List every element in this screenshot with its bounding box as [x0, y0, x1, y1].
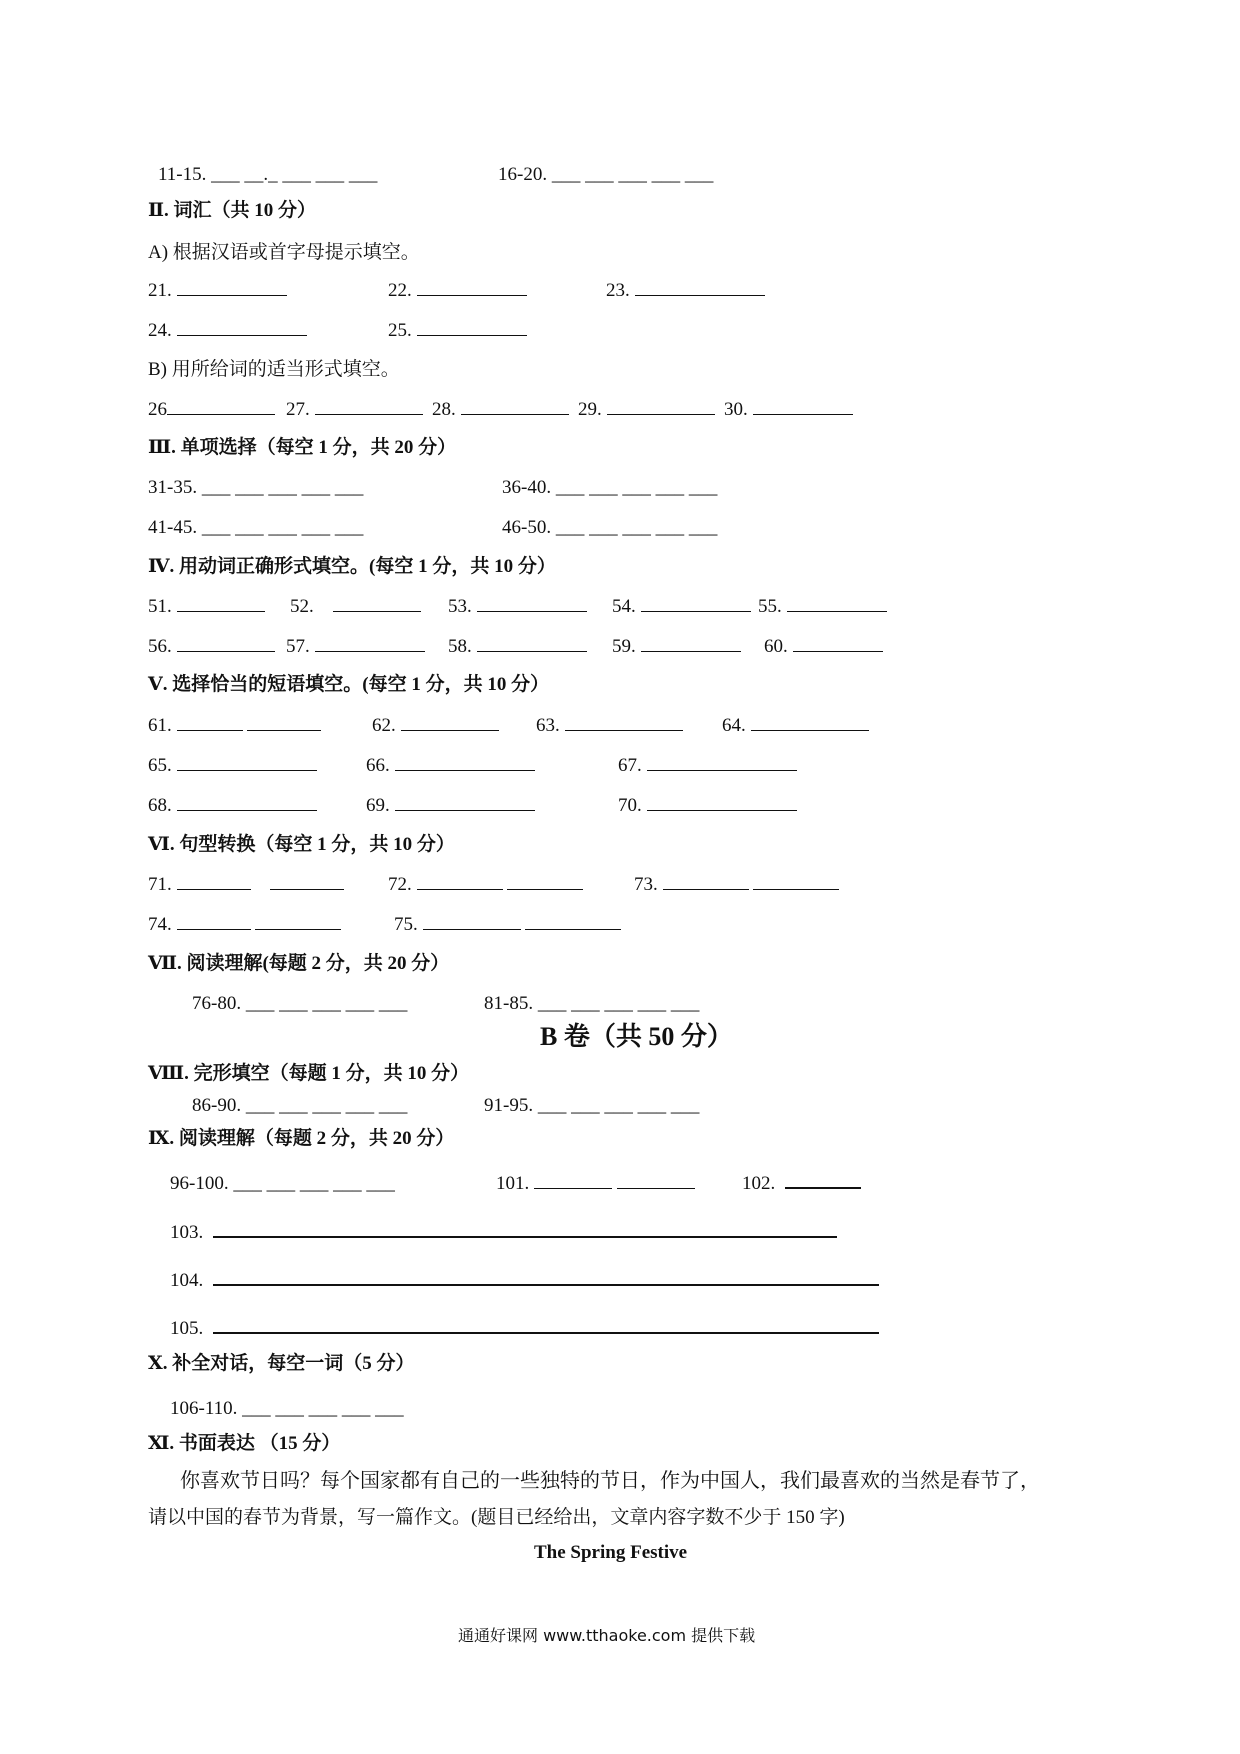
- blank-57: 57.: [286, 637, 425, 656]
- answer-row-16-20: 16-20. ___ ___ ___ ___ ___: [498, 164, 714, 185]
- blank-102: 102.: [742, 1174, 861, 1193]
- part-b-title: B 卷（共 50 分）: [540, 1022, 733, 1051]
- blank-65: 65.: [148, 756, 317, 775]
- section-6-heading: Ⅵ. 句型转换（每空 1 分，共 10 分）: [148, 834, 455, 855]
- blank-61: 61.: [148, 716, 321, 735]
- section-2b-instruction: B) 用所给词的适当形式填空。: [148, 359, 400, 380]
- blank-72: 72.: [388, 875, 583, 894]
- section-10-heading: Ⅹ. 补全对话，每空一词（5 分）: [148, 1353, 415, 1374]
- answer-row-41-45: 41-45. ___ ___ ___ ___ ___: [148, 517, 364, 538]
- blank-58: 58.: [448, 637, 587, 656]
- blank-101: 101.: [496, 1174, 695, 1193]
- blank-70: 70.: [618, 796, 797, 815]
- answer-row-96-100: 96-100. ___ ___ ___ ___ ___: [170, 1173, 395, 1194]
- blank-104: 104.: [170, 1271, 879, 1290]
- answer-row-81-85: 81-85. ___ ___ ___ ___ ___: [484, 993, 700, 1014]
- blank-71: 71.: [148, 875, 344, 894]
- blank-27: 27.: [286, 400, 423, 419]
- blank-30: 30.: [724, 400, 853, 419]
- section-7-heading: Ⅶ. 阅读理解(每题 2 分，共 20 分）: [148, 953, 450, 974]
- blank-23: 23.: [606, 281, 765, 300]
- section-11-heading: Ⅺ. 书面表达 （15 分）: [148, 1433, 341, 1454]
- blank-74: 74.: [148, 915, 341, 934]
- blank-63: 63.: [536, 716, 683, 735]
- blank-54: 54.: [612, 597, 751, 616]
- blank-26: 26: [148, 400, 275, 419]
- blank-60: 60.: [764, 637, 883, 656]
- blank-62: 62.: [372, 716, 499, 735]
- blank-73: 73.: [634, 875, 839, 894]
- answer-row-76-80: 76-80. ___ ___ ___ ___ ___: [192, 993, 408, 1014]
- blank-66: 66.: [366, 756, 535, 775]
- section-9-heading: Ⅸ. 阅读理解（每题 2 分，共 20 分）: [148, 1128, 455, 1149]
- blank-56: 56.: [148, 637, 275, 656]
- answer-row-106-110: 106-110. ___ ___ ___ ___ ___: [170, 1398, 404, 1419]
- blank-59: 59.: [612, 637, 741, 656]
- section-3-heading: Ⅲ. 单项选择（每空 1 分，共 20 分）: [148, 437, 457, 458]
- blank-68: 68.: [148, 796, 317, 815]
- blank-69: 69.: [366, 796, 535, 815]
- blank-21: 21.: [148, 281, 287, 300]
- blank-29: 29.: [578, 400, 715, 419]
- section-2-heading: Ⅱ. 词汇（共 10 分）: [148, 200, 317, 221]
- blank-22: 22.: [388, 281, 527, 300]
- essay-title: The Spring Festive: [534, 1542, 688, 1563]
- blank-75: 75.: [394, 915, 621, 934]
- answer-row-36-40: 36-40. ___ ___ ___ ___ ___: [502, 477, 718, 498]
- page-footer: 通通好课网 www.tthaoke.com 提供下载: [458, 1626, 756, 1645]
- section-2a-instruction: A) 根据汉语或首字母提示填空。: [148, 242, 420, 263]
- blank-28: 28.: [432, 400, 569, 419]
- blank-51: 51.: [148, 597, 265, 616]
- blank-105: 105.: [170, 1319, 879, 1338]
- answer-row-31-35: 31-35. ___ ___ ___ ___ ___: [148, 477, 364, 498]
- blank-64: 64.: [722, 716, 869, 735]
- writing-prompt-line-2: 请以中国的春节为背景，写一篇作文。(题目已经给出，文章内容字数不少于 150 字): [148, 1507, 845, 1528]
- answer-row-11-15: 11-15. ___ __._ ___ ___ ___: [158, 164, 378, 185]
- answer-row-46-50: 46-50. ___ ___ ___ ___ ___: [502, 517, 718, 538]
- section-4-heading: Ⅳ. 用动词正确形式填空。(每空 1 分，共 10 分）: [148, 556, 556, 577]
- answer-row-86-90: 86-90. ___ ___ ___ ___ ___: [192, 1095, 408, 1116]
- blank-52: 52.: [290, 597, 421, 616]
- blank-103: 103.: [170, 1223, 837, 1242]
- blank-25: 25.: [388, 321, 527, 340]
- blank-53: 53.: [448, 597, 587, 616]
- writing-prompt-line-1: 你喜欢节日吗？每个国家都有自己的一些独特的节日，作为中国人，我们最喜欢的当然是春节了，: [180, 1470, 1040, 1492]
- blank-55: 55.: [758, 597, 887, 616]
- answer-row-91-95: 91-95. ___ ___ ___ ___ ___: [484, 1095, 700, 1116]
- section-5-heading: Ⅴ. 选择恰当的短语填空。(每空 1 分，共 10 分）: [148, 674, 550, 695]
- blank-67: 67.: [618, 756, 797, 775]
- blank-24: 24.: [148, 321, 307, 340]
- section-8-heading: Ⅷ. 完形填空（每题 1 分，共 10 分）: [148, 1063, 470, 1084]
